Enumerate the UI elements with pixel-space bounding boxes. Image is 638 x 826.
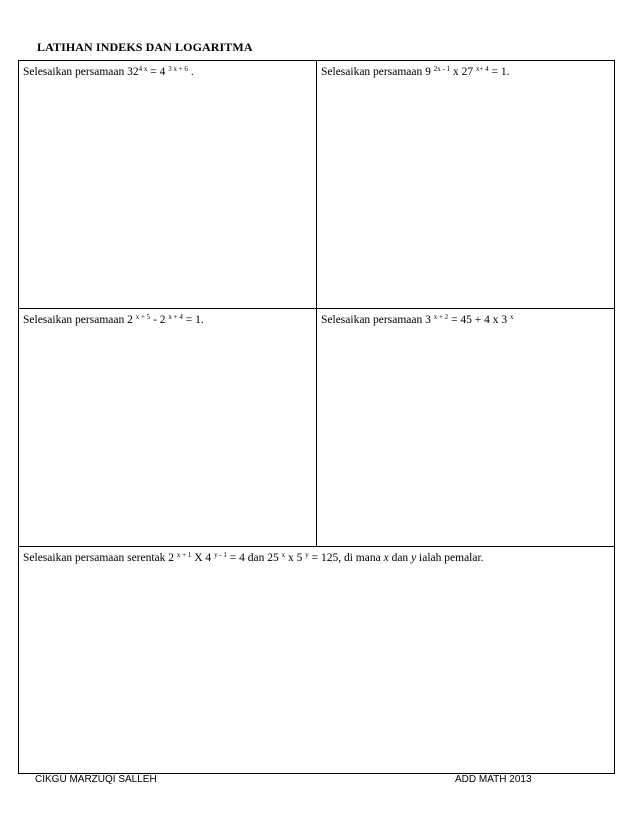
footer-author: CIKGU MARZUQI SALLEH: [35, 774, 157, 785]
question-4-box: [317, 309, 615, 547]
worksheet-title: LATIHAN INDEKS DAN LOGARITMA: [37, 40, 253, 54]
question-2-text: Selesaikan persamaan 9 $^{2x - 1}$ x 27 $^{x+ 4}$ = 1.: [321, 65, 510, 78]
question-1-text: Selesaikan persamaan $32^{4 x} = 4$ $^{3 x + 6}$ .: [23, 65, 194, 78]
question-3-text: Selesaikan persamaan 2 $^{x + 5}$ - 2 $^{x + 4}$ = 1.: [23, 313, 204, 326]
question-grid: [18, 60, 615, 774]
footer-subject: ADD MATH 2013: [455, 774, 532, 785]
question-4-text: Selesaikan persamaan 3 $^{x + 2}$ = 45 + 4 x 3 $^x$: [321, 313, 514, 326]
question-3-box: [19, 309, 317, 547]
question-5-box: [19, 547, 615, 774]
question-2-box: [317, 61, 615, 309]
question-1-box: [19, 61, 317, 309]
question-5-text: Selesaikan persamaan serentak 2 $^{x + 1}$ X 4 $^{y - 1}$ = 4 dan 25 $^x$ x 5 $^y$ = 125, di mana x dan y ialah pemalar.: [23, 551, 484, 564]
